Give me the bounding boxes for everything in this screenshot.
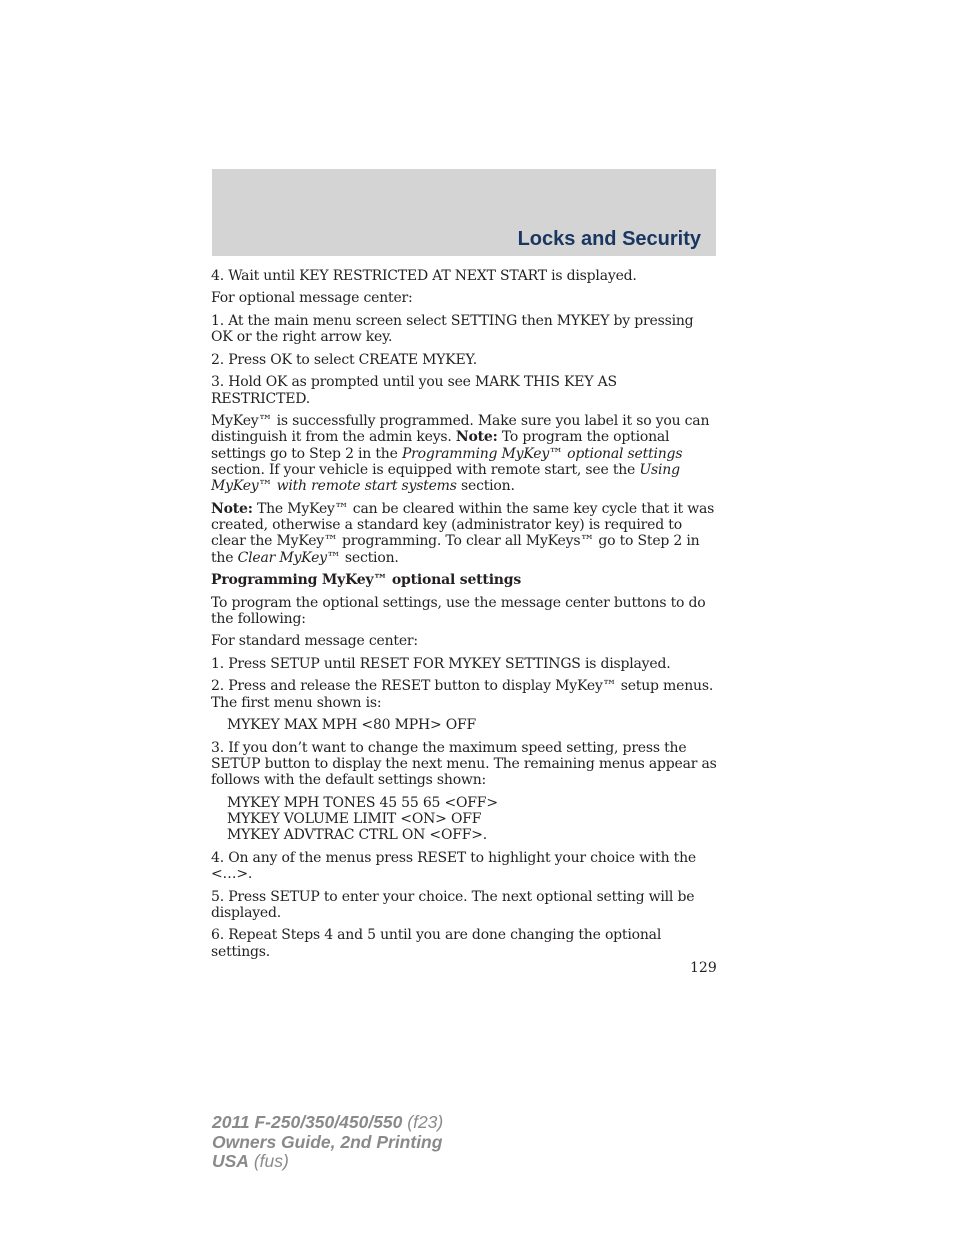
paragraph-note: Note: The MyKey™ can be cleared within the same key cycle that it was created, otherwise a standard key (administrator key) is required to clear the MyKey™ programming. To clear all MyKeys™ go to Step 2 in the Clear MyKey™ section. [211, 500, 715, 566]
paragraph: 1. Press SETUP until RESET FOR MYKEY SETTINGS is displayed. [211, 655, 671, 672]
cross-reference: Using MyKey™ with remote start systems [211, 461, 680, 495]
paragraph: 6. Repeat Steps 4 and 5 until you are done changing the optional settings. [211, 927, 662, 960]
section-title: Locks and Security [517, 228, 701, 250]
paragraph: 3. If you don’t want to change the maximum speed setting, press the SETUP button to display the next menu. The remaining menus appear as follows with the default settings shown: [211, 739, 717, 789]
paragraph: 3. Hold OK as prompted until you see MARK THIS KEY AS RESTRICTED. [211, 374, 617, 407]
footer-line: Owners Guide, 2nd Printing [212, 1131, 443, 1152]
paragraph: To program the optional settings, use the message center buttons to do the following: [211, 594, 706, 627]
cross-reference: Clear MyKey™ [237, 549, 341, 566]
paragraph: 2. Press OK to select CREATE MYKEY. [211, 351, 478, 368]
paragraph: 5. Press SETUP to enter your choice. The next optional setting will be displayed. [211, 888, 695, 921]
note-label: Note: [455, 429, 498, 446]
page-body [211, 268, 717, 966]
footer-line: 2011 F-250/350/450/550 (f23) [212, 1112, 444, 1132]
paragraph-programmed: MyKey™ is successfully programmed. Make sure you label it so you can distinguish it from the admin keys. Note: To program the optional settings go to Step 2 in the Programming MyKey™ optional settings section. If your vehicle is equipped with remote start, see the Using MyKey™ with remote start systems section. [211, 413, 710, 495]
menu-list [211, 795, 717, 844]
paragraph: 2. Press and release the RESET button to display MyKey™ setup menus. The first menu shown is: [211, 678, 714, 711]
menu-line: MYKEY MPH TONES 45 55 65 <OFF> [227, 794, 498, 811]
paragraph: For optional message center: [211, 290, 413, 307]
section-heading: Programming MyKey™ optional settings [211, 572, 522, 589]
paragraph: 4. Wait until KEY RESTRICTED AT NEXT START is displayed. [211, 268, 637, 284]
paragraph: For standard message center: [211, 633, 418, 650]
menu-line: MYKEY MAX MPH <80 MPH> OFF [227, 717, 477, 734]
paragraph: 4. On any of the menus press RESET to highlight your choice with the <…>. [211, 849, 696, 883]
note-label: Note: [211, 500, 253, 517]
cross-reference: Programming MyKey™ optional settings [401, 445, 683, 462]
menu-line: MYKEY ADVTRAC CTRL ON <OFF>. [227, 827, 488, 844]
menu-line: MYKEY VOLUME LIMIT <ON> OFF [227, 810, 482, 827]
document-footer [212, 1113, 443, 1172]
paragraph: 1. At the main menu screen select SETTING then MYKEY by pressing OK or the right arrow key. [211, 312, 694, 346]
section-header-band [212, 169, 716, 256]
page-number: 129 [690, 960, 717, 976]
footer-line: USA (fus) [212, 1151, 289, 1171]
